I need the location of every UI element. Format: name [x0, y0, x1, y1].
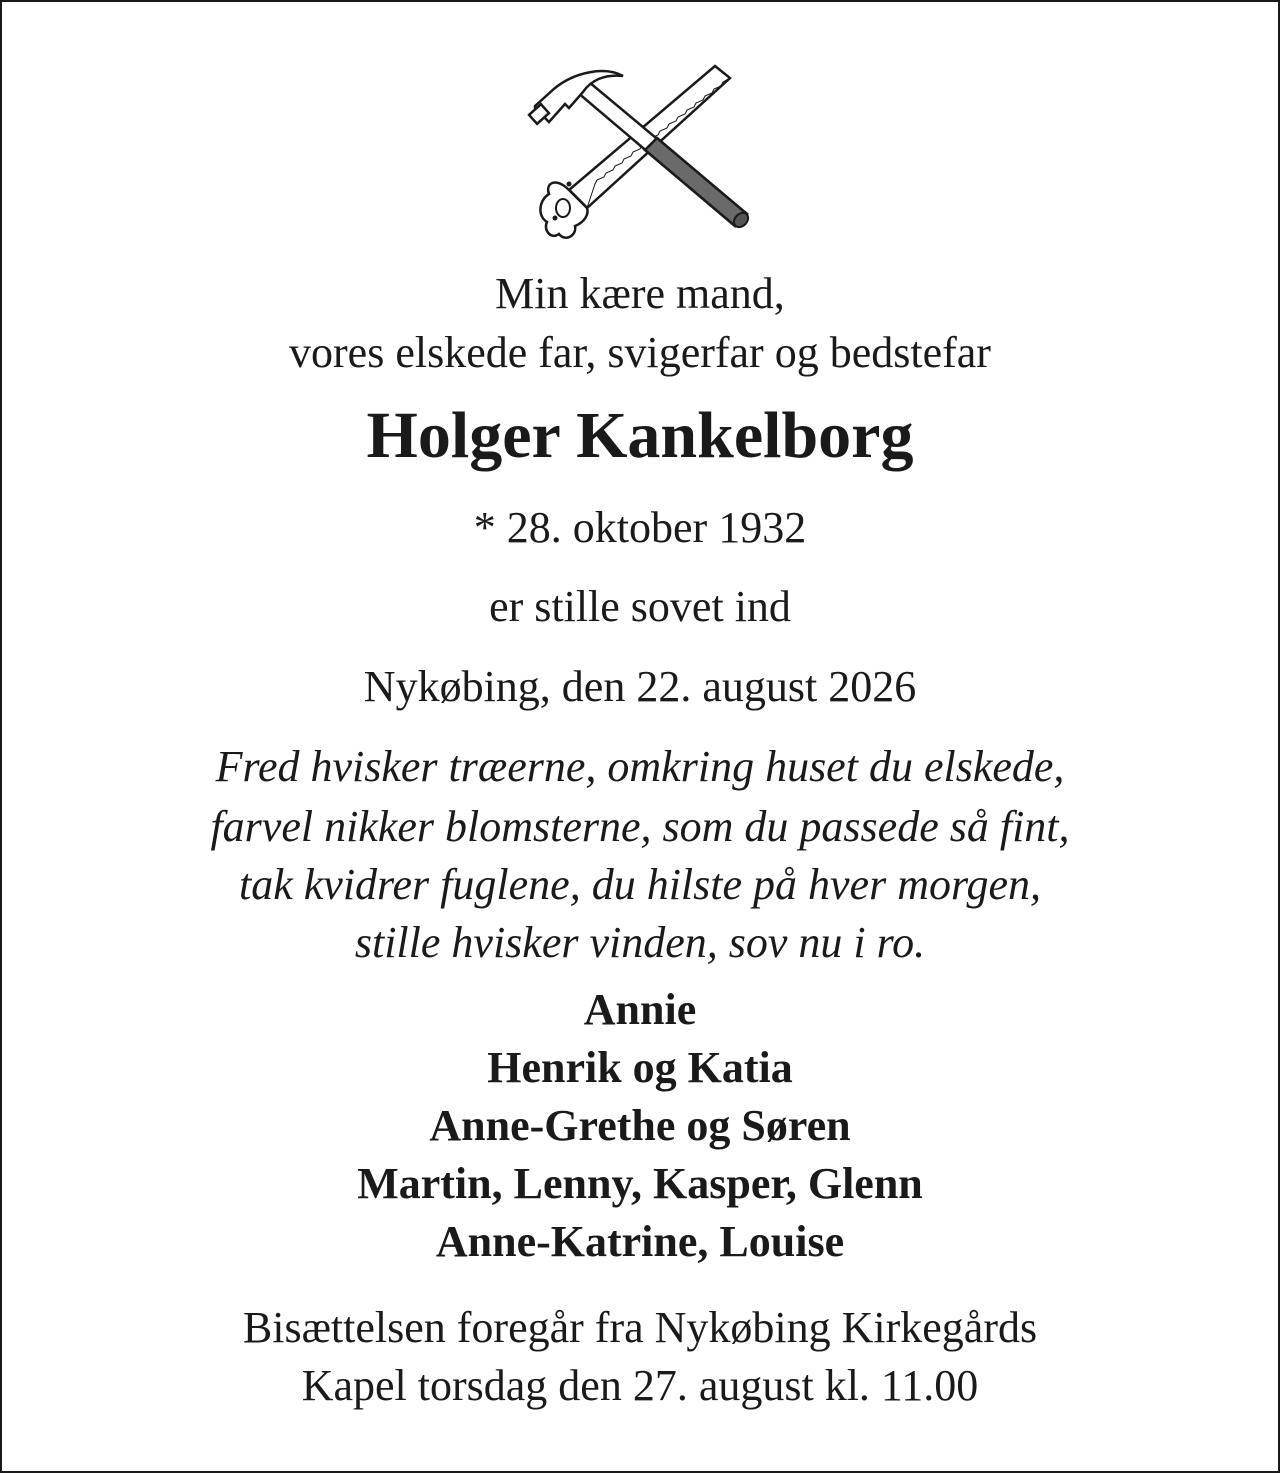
intro-line-1: Min kære mand,: [495, 269, 785, 318]
verse-line: farvel nikker blomsterne, som du passede så fint,: [210, 802, 1070, 851]
verse-line: tak kvidrer fuglene, du hilste på hver morgen,: [239, 860, 1041, 909]
hammer-and-saw-icon: [525, 58, 755, 248]
funeral-notice-line-2: Kapel torsdag den 27. august kl. 11.00: [301, 1361, 979, 1410]
passed-text: er stille sovet ind: [489, 582, 791, 631]
signer-line: Anne-Katrine, Louise: [435, 1217, 845, 1266]
signer-line: Annie: [583, 985, 697, 1034]
verse-line: Fred hvisker træerne, omkring huset du elskede,: [215, 742, 1065, 791]
signer-line: Martin, Lenny, Kasper, Glenn: [357, 1159, 923, 1208]
signer-line: Anne-Grethe og Søren: [429, 1101, 851, 1150]
verse-line: stille hvisker vinden, sov nu i ro.: [354, 918, 926, 967]
intro-line-2: vores elskede far, svigerfar og bedstefar: [289, 328, 991, 377]
birth-date: * 28. oktober 1932: [473, 503, 807, 552]
deceased-name: Holger Kankelborg: [366, 399, 914, 472]
place-and-date: Nykøbing, den 22. august 2026: [363, 662, 917, 711]
signer-line: Henrik og Katia: [487, 1043, 793, 1092]
funeral-notice-line-1: Bisættelsen foregår fra Nykøbing Kirkegårds: [242, 1303, 1038, 1352]
